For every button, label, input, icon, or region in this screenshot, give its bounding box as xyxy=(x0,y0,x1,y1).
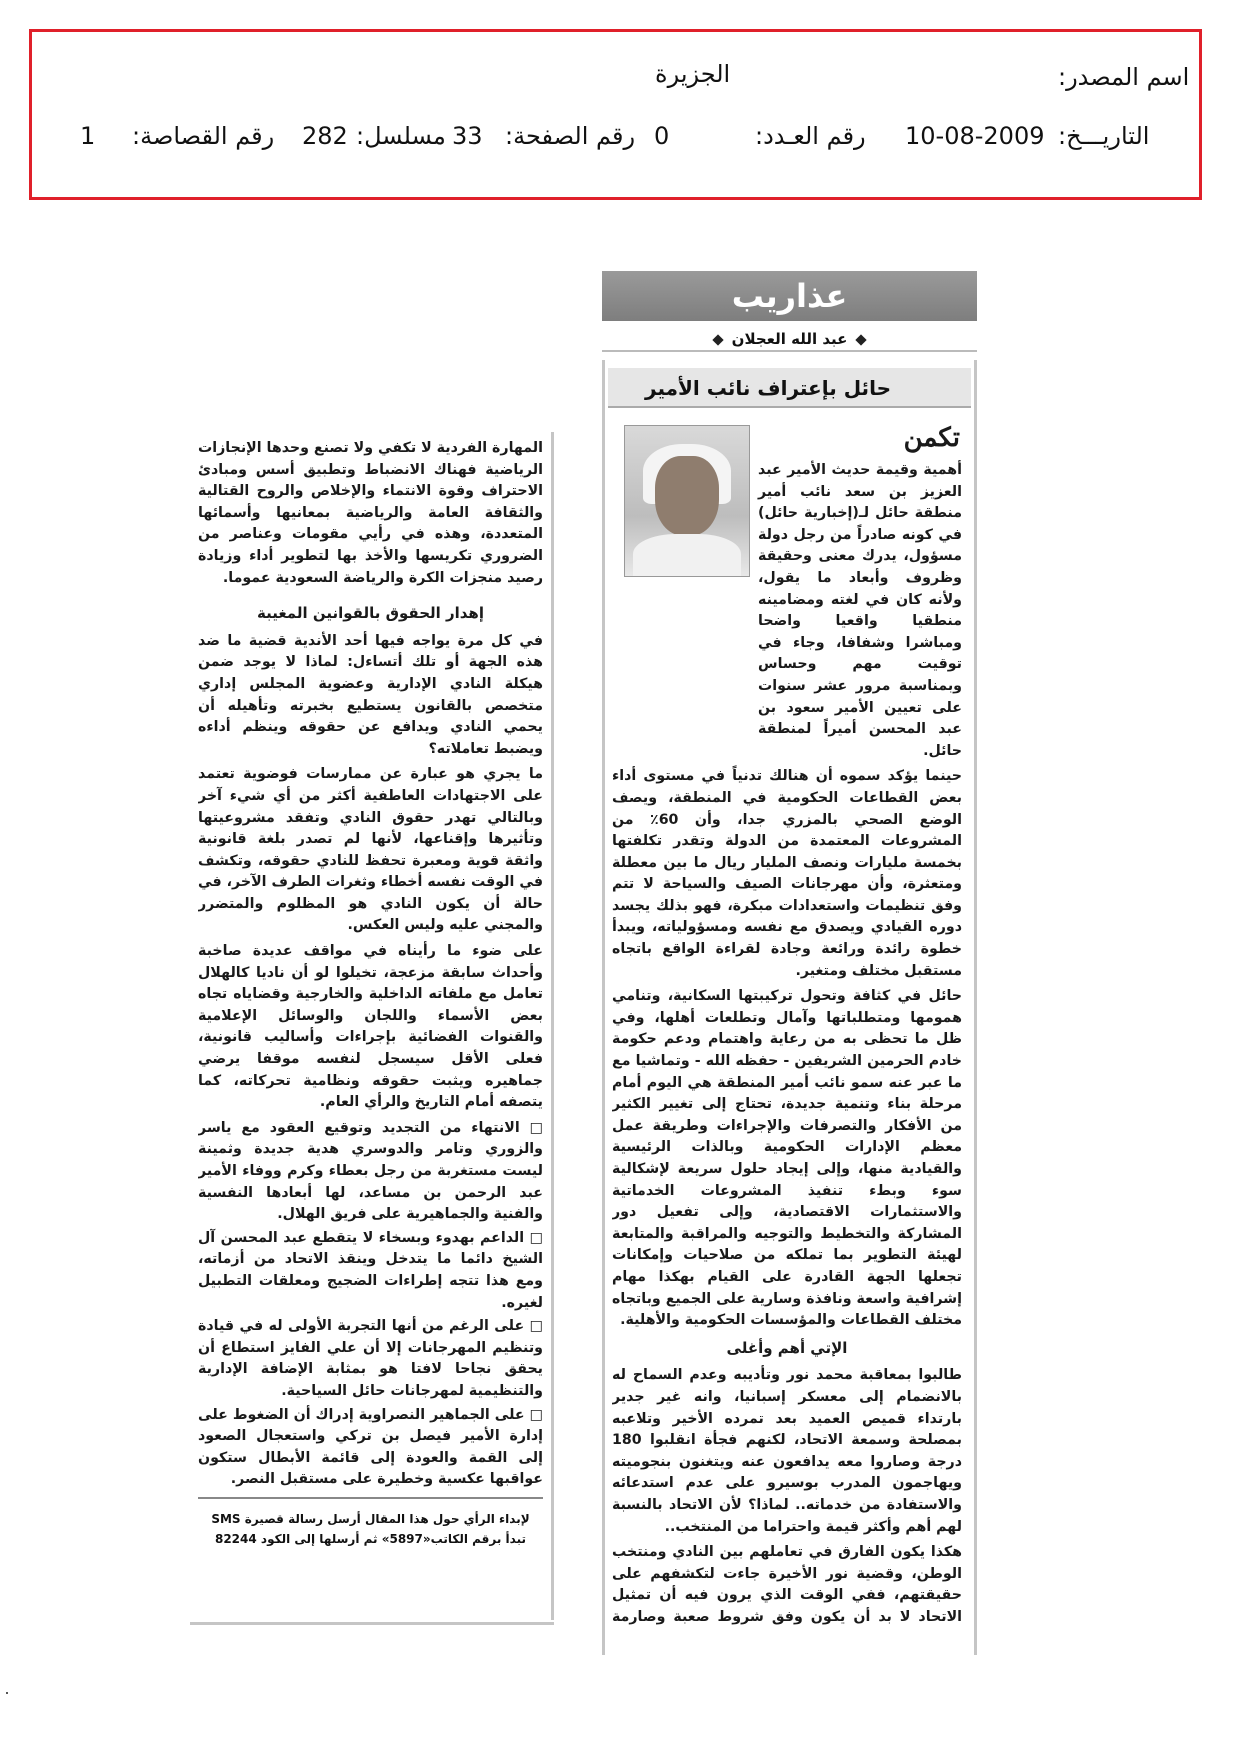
bullet-paragraph: □ الانتهاء من التجديد وتوقيع العقود مع ياسر والزوري وتامر والدوسري هدية جديدة وثمينة ليست مستغربة من رجل بعطاء وكرم ووفاء الأمير عبد الرحمن بن مساعد، لها أبعادها النفسية والفنية والجماهيرية على فريق الهلال. xyxy=(198,1119,543,1223)
lead-word: تكمن xyxy=(903,423,960,453)
clip-label: رقم القصاصة: xyxy=(132,122,275,150)
sms-feedback-box xyxy=(198,1497,543,1607)
diamond-bullet-icon xyxy=(856,334,867,345)
paragraph: أهمية وقيمة حديث الأمير عبد العزيز بن سعد نائب أمير منطقة حائل لـ(إخبارية حائل) في كونه صادراً من رجل دولة مسؤول، يدرك معنى وحقيقة وظروف وأبعاد ما يقول، ولأنه كان في لغته ومضامينه منطقيا واقعيا واضحا ومباشرا وشفافا، وجاء في توقيت مهم وحساس وبمناسبة مرور عشر سنوات على تعيين الأمير سعود بن عبد المحسن أميراً لمنطقة حائل. xyxy=(758,462,962,759)
article-headline: حائل بإعتراف نائب الأمير xyxy=(608,368,971,408)
issue-value: 0 xyxy=(654,122,670,150)
paragraph: ما يجري هو عبارة عن ممارسات فوضوية تعتمد على الاجتهادات العاطفية أكثر من أي شيء آخر وبالتالي تهدر حقوق النادي وتفقد مشروعيتها وتأثيرها وإقناعها، لأنها لم تصدر بلغة قانونية واثقة قوية ومعبرة تحفظ للنادي حقوقه، وتكشف في الوقت نفسه أخطاء وثغرات الطرف الآخر، في حالة أن يكون النادي هو المظلوم والمتضرر والمجني عليه وليس العكس. xyxy=(198,766,543,934)
paragraph: حائل في كثافة وتحول تركيبتها السكانية، وتنامي همومها ومتطلباتها وآمال وتطلعات أهلها، وفي ظل ما تحظى به من رعاية واهتمام ودعم حكومة خادم الحرمين الشريفين - حفظه الله - وتماشيا مع ما عبر عنه سمو نائب أمير المنطقة هي اليوم أمام مرحلة بناء وتنمية جديدة، تحتاج إلى تغيير الكثير من الأفكار والتصرفات والإجراءات وطريقة عمل معظم الإدارات الحكومية وبالذات الرئيسية والقيادية منها، وإلى إيجاد حلول سريعة لإشكالية سوء وبطء تنفيذ المشروعات الخدماتية والاستثمارات الاقتصادية، وإلى تفعيل دور المشاركة والتخطيط والتوجيه والمراقبة والمتابعة لهيئة التطوير بما تملكه من صلاحيات وإمكانات تجعلها الجهة القادرة على القيام بهكذا مهام إشرافية واسعة ونافذة وسارية على الجميع وباتجاه مختلف القطاعات والمؤسسات الحكومية والأهلية. xyxy=(612,988,962,1329)
author-byline xyxy=(602,328,977,352)
clipping-metadata-box xyxy=(29,29,1202,200)
scan-speck xyxy=(6,1692,8,1694)
date-label: التاريـــخ: xyxy=(1058,122,1150,150)
paragraph: حينما يؤكد سموه أن هنالك تدنياً في مستوى أداء بعض القطاعات الحكومية في المنطقة، ويصف الوضع الصحي بالمزري جدا، وأن 60٪ من المشروعات المعتمدة من الدولة وتقدر تكلفتها بخمسة مليارات ونصف المليار ريال ما بين معطلة ومتعثرة، وأن مهرجانات الصيف والسياحة لا تتم وفق تنظيمات واستعدادات مبكرة، فهو بذلك يجسد دوره القيادي ويصدق مع نفسه ومسؤولياته، ويبدأ خطوة رائدة ورائعة وجادة لقراءة الواقع باتجاه مستقبل مختلف ومتغير. xyxy=(612,768,962,979)
author-name: عبد الله العجلان xyxy=(731,330,848,348)
left-column-body xyxy=(198,438,543,1493)
bullet-paragraph: □ على الجماهير النصراوية إدراك أن الضغوط على إدارة الأمير فيصل بن تركي واستعجال الصعود إلى القمة والعودة إلى قائمة الأبطال ستكون عواقبها عكسية وخطيرة على مستقبل النصر. xyxy=(198,1406,543,1488)
bullet-paragraph: □ الداعم بهدوء وبسخاء لا يتقطع عبد المحسن آل الشيخ دائما ما يتدخل وينقذ الاتحاد من أزماته، ومع هذا تتجه إطراءات الضجيج ومعلقات التطبيل لغيره. xyxy=(198,1229,543,1311)
page-value: 33 xyxy=(452,122,483,150)
diamond-bullet-icon xyxy=(712,334,723,345)
source-value: الجزيرة xyxy=(655,60,731,88)
serial-value: 282 xyxy=(302,122,348,150)
bullet-paragraph: □ على الرغم من أنها التجربة الأولى له في قيادة وتنظيم المهرجانات إلا أن علي الفايز استطاع أن يحقق نجاحا لافتا هو بمثابة الإضافة الإدارية والتنظيمية لمهرجانات حائل السياحية. xyxy=(198,1318,543,1399)
column-title-banner: عذاريب xyxy=(602,271,977,321)
issue-label: رقم العـدد: xyxy=(755,122,866,150)
column-bottom-rule xyxy=(190,1622,554,1625)
date-value: 10-08-2009 xyxy=(905,122,1045,150)
serial-label: مسلسل: xyxy=(356,122,446,150)
paragraph: على ضوء ما رأيناه في مواقف عديدة صاخبة وأحداث سابقة مزعجة، تخيلوا لو أن ناديا كالهلال تعامل مع ملفاته الداخلية والخارجية وقضاياه تجاه بعض الأسماء واللجان والوسائل الإعلامية والقنوات الفضائية بإجراءات وأساليب قانونية، فعلى الأقل سيسجل لنفسه موقفا يرضي جماهيره ويثبت حقوقه ونظامية تحركاته، كما يتصفه أمام التاريخ والرأي العام. xyxy=(198,943,543,1111)
paragraph: المهارة الفردية لا تكفي ولا تصنع وحدها الإنجازات الرياضية فهناك الانضباط وتطبيق أسس ومبادئ الاحتراف وقوة الانتماء والإخلاص والروح القتالية والثقافة العامة والرياضية بمعانيها وأسمائها المتعددة، وهذه في رأيي مقومات وعناصر من الضروري تكريسها والأخذ بها لتطوير أداء وزيادة رصيد منجزات الكرة والرياضة السعودية عموما. xyxy=(198,440,543,586)
sms-line-2: تبدأ برقم الكاتب«5897» ثم أرسلها إلى الكود 82244 xyxy=(214,1532,526,1546)
right-column-body xyxy=(612,460,962,1625)
paragraph: طالبوا بمعاقبة محمد نور وتأديبه وعدم السماح له بالانضمام إلى معسكر إسبانيا، وانه غير جدير بارتداء قميص العميد بعد تمرده الأخير وتلاعبه بمصلحة وسمعة الاتحاد، لكنهم فجأة انقلبوا 180 درجة وصاروا معه يدافعون عنه ويتغنون بنجوميته ويهاجمون المدرب بوسيرو على عدم استدعائه والاستفادة من خدماته.. لماذا؟ لأن الاتحاد بالنسبة لهم أهم وأكثر قيمة واحتراما من المنتخب.. xyxy=(612,1367,962,1535)
subhead: إهدار الحقوق بالقوانين المغيبة xyxy=(257,604,484,623)
page-label: رقم الصفحة: xyxy=(505,122,636,150)
paragraph: هكذا يكون الفارق في تعاملهم بين النادي ومنتخب الوطن، وقضية نور الأخيرة جاءت لتكشفهم على حقيقتهم، ففي الوقت الذي يرون فيه أن تمثيل الاتحاد لا بد أن يكون وفق شروط صعبة وصارمة xyxy=(612,1544,962,1625)
source-label: اسم المصدر: xyxy=(1058,63,1190,91)
sms-line-1: لإبداء الرأي حول هذا المقال أرسل رسالة قصيرة SMS xyxy=(211,1512,530,1526)
lead-paragraph-top xyxy=(760,423,960,454)
subhead: الإتي أهم وأغلى xyxy=(726,1338,848,1357)
clip-value: 1 xyxy=(80,122,96,150)
paragraph: في كل مرة يواجه فيها أحد الأندية قضية ما ضد هذه الجهة أو تلك أتساءل: لماذا لا يوجد ضمن هيكلة النادي الإدارية وعضوية المجلس إداري متخصص بالقانون يستطيع بخبرته وتأهيله أن يحمي النادي ويدافع عن حقوقه وينظم أداءه ويضبط تعاملاته؟ xyxy=(198,632,543,757)
